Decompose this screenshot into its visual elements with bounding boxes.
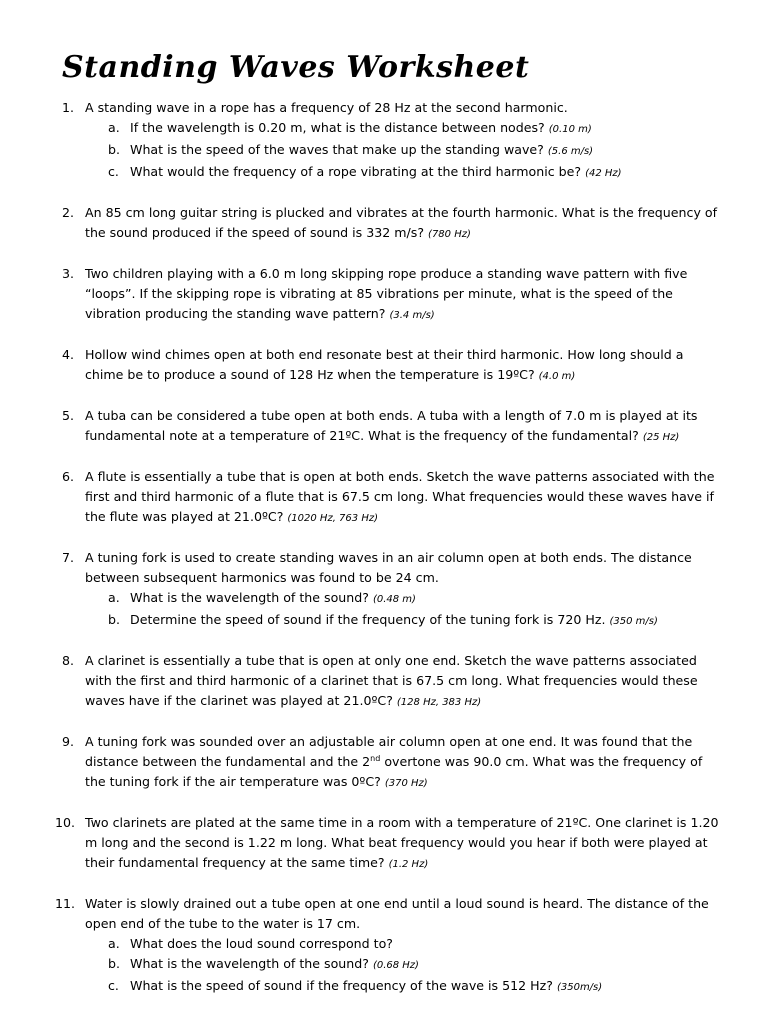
question-text: Hollow wind chimes open at both end resonate best at their third harmonic. How long should a chime be to produce a sound of 128 Hz when the temperature is 19ºC? <box>85 347 684 382</box>
question-list <box>0 98 768 1017</box>
answer: (0.48 m) <box>372 594 416 605</box>
answer: (0.10 m) <box>548 124 592 135</box>
question-10 <box>0 813 725 875</box>
question-number: 7. <box>62 550 75 565</box>
sub-text: What is the speed of sound if the frequency of the wave is 512 Hz? <box>130 978 553 993</box>
question-text: A tuning fork was sounded over an adjustable air column open at one end. It was found that the distance between the fundamental and the 2 <box>85 734 693 769</box>
sub-text: Determine the speed of sound if the frequency of the tuning fork is 720 Hz. <box>130 612 606 627</box>
question-number: 3. <box>62 266 75 281</box>
answer: (370 Hz) <box>384 778 428 789</box>
question-9 <box>0 732 725 794</box>
question-text: A tuning fork is used to create standing waves in an air column open at both ends. The distance between subsequent harmonics was found to be 24 cm. <box>85 550 692 585</box>
question-1 <box>0 98 725 184</box>
sub-text: What is the speed of the waves that make up the standing wave? <box>130 142 544 157</box>
question-number: 11. <box>55 896 76 911</box>
question-5 <box>0 406 725 448</box>
answer: (5.6 m/s) <box>547 146 594 157</box>
question-number: 5. <box>62 408 75 423</box>
question-7 <box>0 548 725 632</box>
sub-question-1c <box>85 162 725 184</box>
sub-text: What does the loud sound correspond to? <box>130 936 393 951</box>
sub-letter: a. <box>108 590 120 605</box>
question-4 <box>0 345 725 387</box>
question-3 <box>0 264 725 326</box>
question-text: A standing wave in a rope has a frequency of 28 Hz at the second harmonic. <box>85 100 568 115</box>
question-number: 4. <box>62 347 75 362</box>
answer: (42 Hz) <box>585 168 622 179</box>
answer: (1.2 Hz) <box>388 859 429 870</box>
answer: (350m/s) <box>556 982 603 993</box>
sub-text: If the wavelength is 0.20 m, what is the distance between nodes? <box>130 120 545 135</box>
answer: (25 Hz) <box>642 432 680 443</box>
sub-question-1a <box>85 118 725 140</box>
page-title: Standing Waves Worksheet <box>62 50 530 85</box>
question-text: Two children playing with a 6.0 m long skipping rope produce a standing wave pattern with five “loops”. If the skipping rope is vibrating at 85 vibrations per minute, what is the speed of the vibration producing the standing wave pattern? <box>85 266 688 321</box>
sub-question-11b <box>85 954 725 976</box>
question-number: 2. <box>62 205 75 220</box>
question-text: Water is slowly drained out a tube open at one end until a loud sound is heard. The distance of the open end of the tube to the water is 17 cm. <box>85 896 709 931</box>
sub-question-7a <box>85 588 725 610</box>
sub-question-11c <box>85 976 725 998</box>
sub-text: What would the frequency of a rope vibrating at the third harmonic be? <box>130 164 582 179</box>
question-2 <box>0 203 725 245</box>
question-text: An 85 cm long guitar string is plucked and vibrates at the fourth harmonic. What is the frequency of the sound produced if the speed of sound is 332 m/s? <box>85 205 718 240</box>
question-8 <box>0 651 725 713</box>
question-text-continued: overtone was 90.0 cm. What was the frequency of the tuning fork if the air temperature was 0ºC? <box>85 754 703 789</box>
answer: (780 Hz) <box>428 229 471 240</box>
answer: (4.0 m) <box>538 371 576 382</box>
question-number: 6. <box>62 469 75 484</box>
question-number: 10. <box>55 815 76 830</box>
sub-letter: b. <box>108 956 120 971</box>
answer: (3.4 m/s) <box>389 310 435 321</box>
question-number: 1. <box>62 100 75 115</box>
question-text: A flute is essentially a tube that is open at both ends. Sketch the wave patterns associated with the first and third harmonic of a flute that is 67.5 cm long. What frequencies would these waves have if the flute was played at 21.0ºC? <box>85 469 715 524</box>
sub-letter: b. <box>108 142 120 157</box>
sub-question-7b <box>85 610 725 632</box>
sub-letter: c. <box>108 978 119 993</box>
question-6 <box>0 467 725 529</box>
ordinal-suffix: nd <box>370 753 381 763</box>
question-text: A clarinet is essentially a tube that is open at only one end. Sketch the wave patterns associated with the first and third harmonic of a clarinet that is 67.5 cm long. What frequencies would these waves have if the clarinet was played at 21.0ºC? <box>85 653 698 708</box>
question-text: Two clarinets are plated at the same time in a room with a temperature of 21ºC. One clarinet is 1.20 m long and the second is 1.22 m long. What beat frequency would you hear if both were played at their fundamental frequency at the same time? <box>85 815 719 870</box>
sub-text: What is the wavelength of the sound? <box>130 956 369 971</box>
question-number: 9. <box>62 734 75 749</box>
answer: (350 m/s) <box>609 616 658 627</box>
answer: (128 Hz, 383 Hz) <box>396 697 482 708</box>
sub-question-1b <box>85 140 725 162</box>
sub-question-11a <box>85 934 725 954</box>
question-number: 8. <box>62 653 75 668</box>
question-11 <box>0 894 725 998</box>
sub-letter: a. <box>108 120 120 135</box>
answer: (0.68 Hz) <box>372 960 419 971</box>
question-text: A tuba can be considered a tube open at both ends. A tuba with a length of 7.0 m is played at its fundamental note at a temperature of 21ºC. What is the frequency of the fundamental? <box>85 408 698 443</box>
sub-letter: b. <box>108 612 120 627</box>
answer: (1020 Hz, 763 Hz) <box>287 513 378 524</box>
sub-letter: c. <box>108 164 119 179</box>
sub-letter: a. <box>108 936 120 951</box>
sub-text: What is the wavelength of the sound? <box>130 590 369 605</box>
